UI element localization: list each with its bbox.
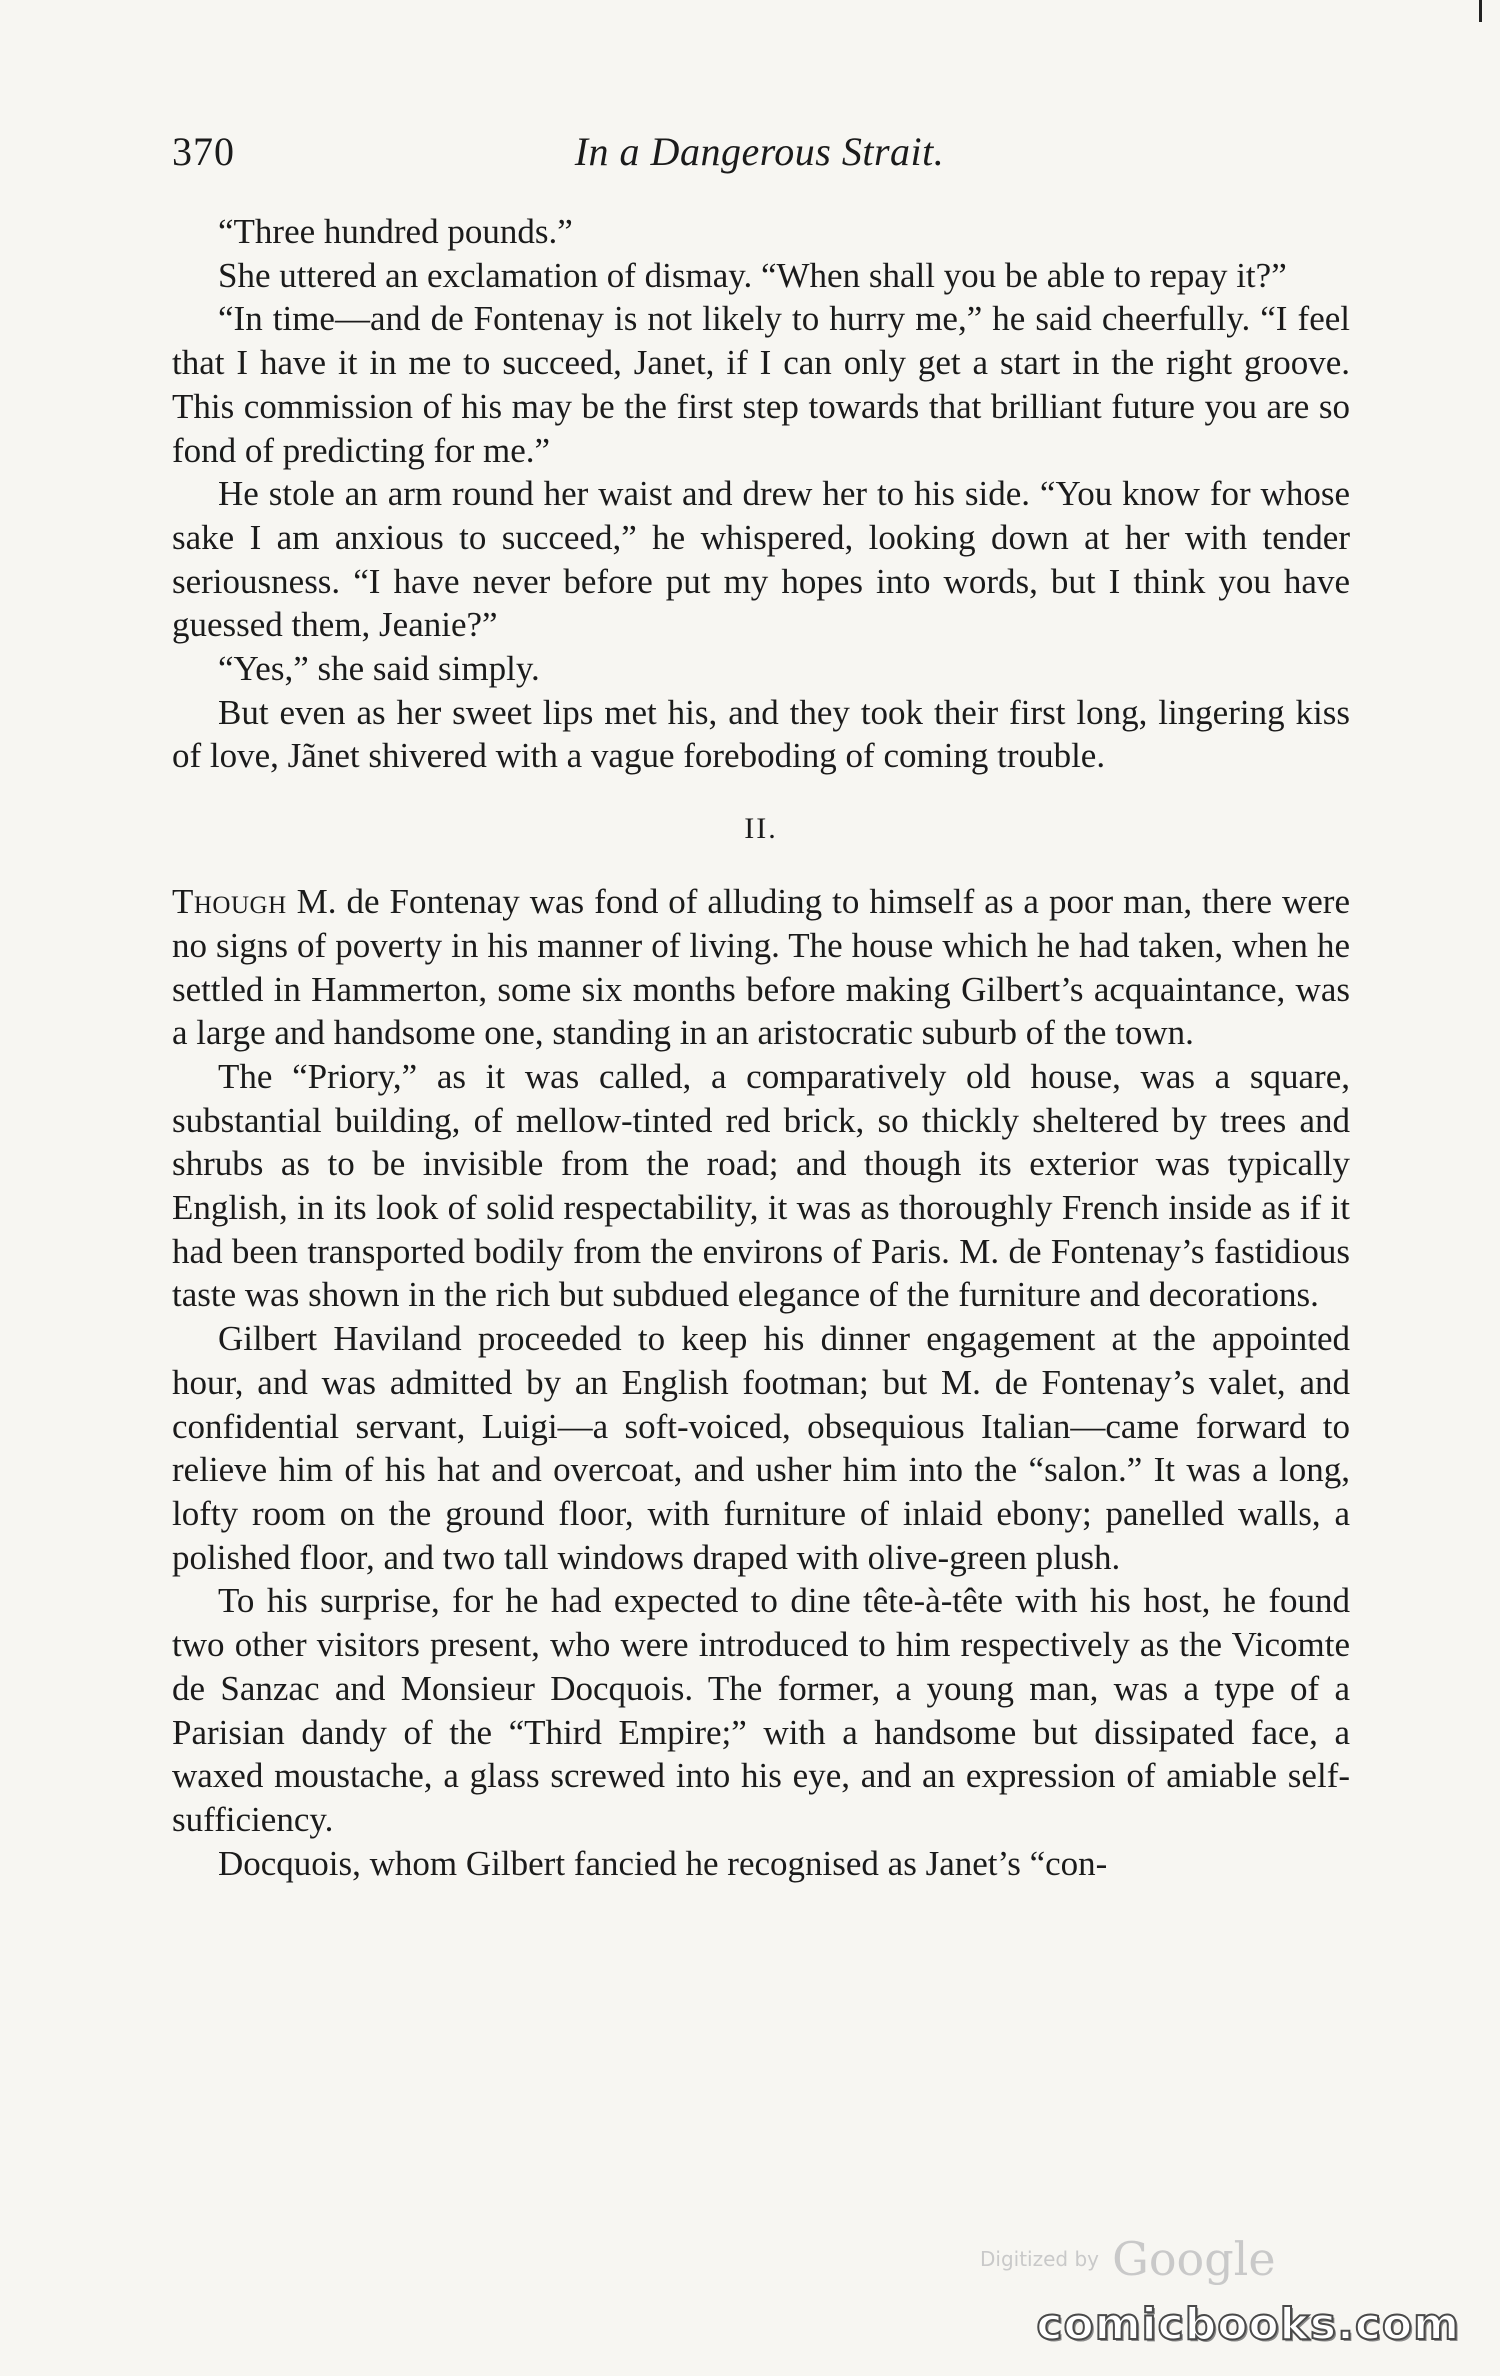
section-first-paragraph [172,880,1350,1055]
running-title: In a Dangerous Strait. [574,129,945,174]
watermark-digitized-text: Digitized by [980,2247,1099,2271]
page-header [172,128,1347,188]
paragraph: “In time—and de Fontenay is not likely to hurry me,” he said cheerfully. “I feel that I have it in me to succeed, Janet, if I can only get a start in the right groove. This commission of his may be the first step towards that brilliant future you are so fond of predicting for me.” [172,299,1350,470]
paragraph: “Three hundred pounds.” [218,212,573,251]
section-heading: II. [744,812,778,846]
paragraph: Gilbert Haviland proceeded to keep his dinner engagement at the appointed hour, and was admitted by an English footman; but M. de Fontenay’s valet, and confidential servant, Luigi—a soft-voiced, obsequious Italian—came forward to relieve him of his hat and overcoat, and usher him into the “salon.” It was a long, lofty room on the ground floor, with furniture of inlaid ebony; panelled walls, a polished floor, and two tall windows draped with olive-green plush. [172,1319,1350,1577]
paragraph: But even as her sweet lips met his, and they took their first long, lingering kiss of love, Jãnet shivered with a vague foreboding of coming trouble. [172,692,1350,776]
paragraph: To his surprise, for he had expected to dine tête-à-tête with his host, he found two other visitors present, who were introduced to him respectively as the Vicomte de Sanzac and Monsieur Docquois. The former, a young man, was a type of a Parisian dandy of the “Third Empire;” with a handsome but dissipated face, a waxed moustache, a glass screwed into his eye, and an expression of amiable self-sufficiency. [172,1581,1350,1839]
paragraph: Docquois, whom Gilbert fancied he recognised as Janet’s “con- [218,1843,1108,1883]
paragraph: The “Priory,” as it was called, a comparatively old house, was a square, substantial building, of mellow-tinted red brick, so thickly sheltered by trees and shrubs as to be invisible from the road; and though its exterior was typically English, in its look of solid respectability, it was as thoroughly French inside as if it had been transported bodily from the environs of Paris. M. de Fontenay’s fastidious taste was shown in the rich but subdued elegance of the furniture and decorations. [172,1056,1350,1315]
paragraph: She uttered an exclamation of dismay. “When shall you be able to repay it?” [218,255,1287,295]
site-footer-logo: comicbooks.com [1036,2299,1460,2350]
digitized-watermark [980,2232,1276,2286]
body-text [172,210,1350,1885]
section-first-paragraph-text: M. de Fontenay was fond of alluding to himself as a poor man, there were no signs of poverty in his manner of living. The house which he had taken, when he settled in Hammerton, some six months before making Gilbert’s acquaintance, was a large and handsome one, standing in an aristocratic suburb of the town. [172,882,1350,1053]
page-edge-mark [1479,0,1482,22]
page-number: 370 [172,129,235,174]
section-first-word: Though [172,882,287,922]
paragraph: He stole an arm round her waist and drew her to his side. “You know for whose sake I am anxious to succeed,” he whispered, looking down at her with tender seriousness. “I have never before put my hopes into words, but I think you have guessed them, Jeanie?” [172,474,1350,645]
watermark-brand-logo: Google [1112,2232,1276,2286]
paragraph: “Yes,” she said simply. [218,649,540,689]
